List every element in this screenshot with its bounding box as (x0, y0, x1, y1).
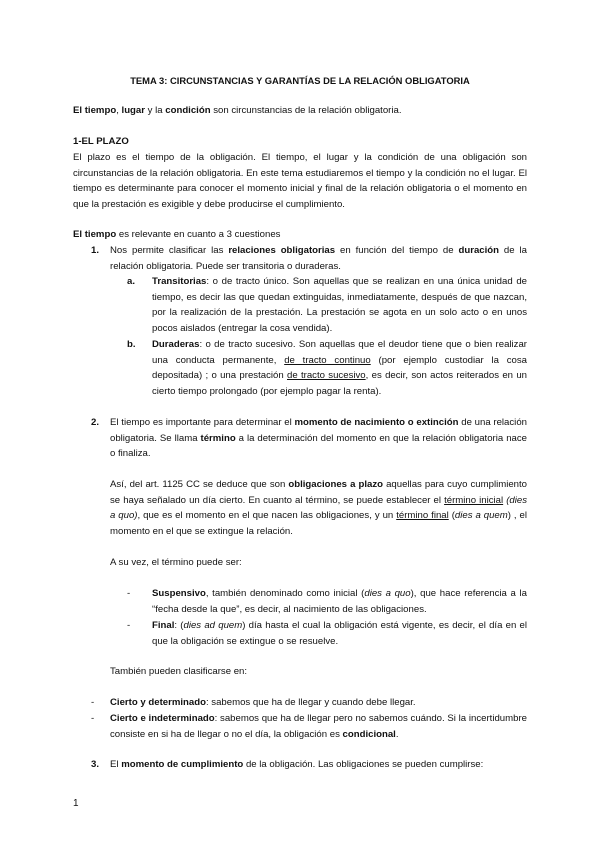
item2-b2: término (200, 432, 236, 444)
art-e: ( (448, 510, 455, 521)
sub-b-u2: de tracto sucesivo (287, 370, 366, 381)
susp-text (152, 586, 527, 617)
susp-c: ), que hace referencia a la “fecha desde la que”, es decir, al nacimiento de las obligaciones. (152, 588, 527, 615)
sub-b-bold: Duraderas (152, 339, 200, 350)
item3-number: 3. (91, 759, 100, 770)
art-u1: término inicial (444, 494, 504, 506)
cierto2-c: . (395, 728, 399, 740)
item2-b1: momento de nacimiento o extinción (294, 417, 459, 428)
intro-condicion: condición (165, 105, 211, 116)
cierto2-a: : sabemos que ha de llegar pero no sabemos cuándo. Si la incertidumbre consiste en si ha de llegar o no el día, la obligación es (110, 713, 528, 740)
relevante-line (73, 227, 527, 243)
sub-a-bold: Transitorias (152, 276, 207, 287)
art-i1: (dies a quo) (110, 494, 527, 521)
final-c: ) día hasta el cual la obligación está vigente, es decir, el día en el que la obligación se extingue o se resuelve. (152, 620, 528, 647)
art-a: Así, del art. 1125 CC se deduce que son (110, 479, 289, 490)
plazo-paragraph: El plazo es el tiempo de la obligación. El tiempo, el lugar y la condición de una obligación son circunstancias de la relación obligatoria. En este tema estudiaremos el tiempo y la condición no el lugar. El tiempo es determinante para conocer el momento inicial y final de la relación obligatoria o el momento en que la prestación es exigible y debe producirse el cumplimiento. (73, 152, 527, 210)
item3-c: de la obligación. Las obligaciones se pueden cumplirse: (243, 759, 484, 770)
plazo-heading: 1-EL PLAZO (73, 136, 129, 147)
sub-a-text (152, 274, 527, 336)
intro-tiempo: El tiempo (73, 105, 117, 116)
item1-text (110, 243, 527, 274)
final-bold: Final (152, 620, 175, 631)
cierto1-bold: Cierto y determinado (110, 697, 206, 708)
asu-line: A su vez, el término puede ser: (110, 557, 242, 568)
susp-a: , también denominado como inicial ( (205, 588, 365, 599)
item2-c: de una relación obligatoria. Se llama (110, 417, 527, 444)
relevante-rest: es relevante en cuanto a 3 cuestiones (116, 229, 281, 240)
page-number: 1 (73, 798, 79, 809)
final-text (152, 618, 527, 649)
item2-a: El tiempo es importante para determinar el (110, 417, 295, 428)
item2-number: 2. (91, 417, 100, 428)
item1-number: 1. (91, 245, 100, 256)
item2-text (110, 415, 527, 462)
final-i: dies ad quem (183, 620, 243, 631)
cierto2-b2: condicional (342, 728, 396, 740)
item1-b2: duración (458, 245, 499, 256)
art-b: obligaciones a plazo (288, 479, 384, 490)
item3-a: El (110, 759, 122, 770)
page-title: TEMA 3: CIRCUNSTANCIAS Y GARANTÍAS DE LA RELACIÓN OBLIGATORIA (130, 75, 470, 86)
intro-lugar: lugar (121, 105, 145, 116)
sub-a-rest: : o de tracto único. Son aquellas que se realizan en una única unidad de tiempo, es decir las que quedan extinguidas, inmediatamente, después de que nazcan, por la realización de la prestación. La prestación se agota en un solo acto o en unos pocos aislados (entregar la cosa vendida). (152, 276, 527, 334)
final-dash: - (127, 620, 131, 631)
intro-paragraph (73, 103, 527, 119)
sub-a-label: a. (127, 276, 136, 287)
art-d: , que es el momento en el que nacen las obligaciones, y un (137, 510, 397, 521)
item1-d: de la relación obligatoria. Puede ser transitoria o duraderas. (110, 245, 527, 272)
item1-c: en función del tiempo de (335, 245, 459, 256)
sub-b-u1: de tracto continuo (284, 354, 371, 366)
sub-b-p2: (por ejemplo custodiar la cosa depositada) ; o una prestación (152, 354, 527, 381)
item2-d: a la determinación del momento en que la relación obligatoria nace o finaliza. (110, 432, 527, 459)
sub-b-label: b. (127, 339, 136, 350)
relevante-bold: El tiempo (73, 229, 117, 240)
sub-b-text (152, 337, 527, 399)
sub-b-p1: : o de tracto sucesivo. Son aquellas que el deudor tiene que o bien realizar una conducta permanente, (152, 339, 527, 366)
intro-sep2: y la (145, 105, 166, 116)
art-u2: término final (396, 510, 449, 521)
item3-text (110, 757, 527, 773)
intro-rest: son circunstancias de la relación obligatoria. (210, 105, 402, 116)
cierto2-bold: Cierto e indeterminado (110, 713, 215, 724)
cierto1-rest: : sabemos que ha de llegar y cuando debe llegar. (205, 697, 416, 708)
cierto1-text (110, 695, 527, 711)
susp-dash: - (127, 588, 131, 599)
tambien-line: También pueden clasificarse en: (110, 666, 248, 677)
cierto2-dash: - (91, 713, 95, 724)
art-c: aquellas para cuyo cumplimiento se haya señalado un día cierto. En cuanto al término, se puede establecer el (110, 479, 528, 506)
art-f: ) , el momento en el que se extingue la relación. (110, 510, 527, 537)
final-a: : ( (174, 620, 184, 631)
cierto1-dash: - (91, 697, 95, 708)
sub-b-p3: , es decir, son actos reiterados en un cierto tiempo prolongado (por ejemplo pagar la renta). (152, 370, 527, 397)
cierto2-text (110, 711, 527, 742)
item3-bold: momento de cumplimiento (121, 759, 244, 770)
item1-b1: relaciones obligatorias (228, 245, 336, 256)
intro-sep1: , (116, 105, 122, 116)
susp-i: dies a quo (364, 588, 411, 599)
art-i2: dies a quem (454, 510, 508, 521)
item1-a: Nos permite clasificar las (110, 245, 229, 256)
susp-bold: Suspensivo (152, 588, 206, 599)
art-paragraph (110, 477, 527, 539)
